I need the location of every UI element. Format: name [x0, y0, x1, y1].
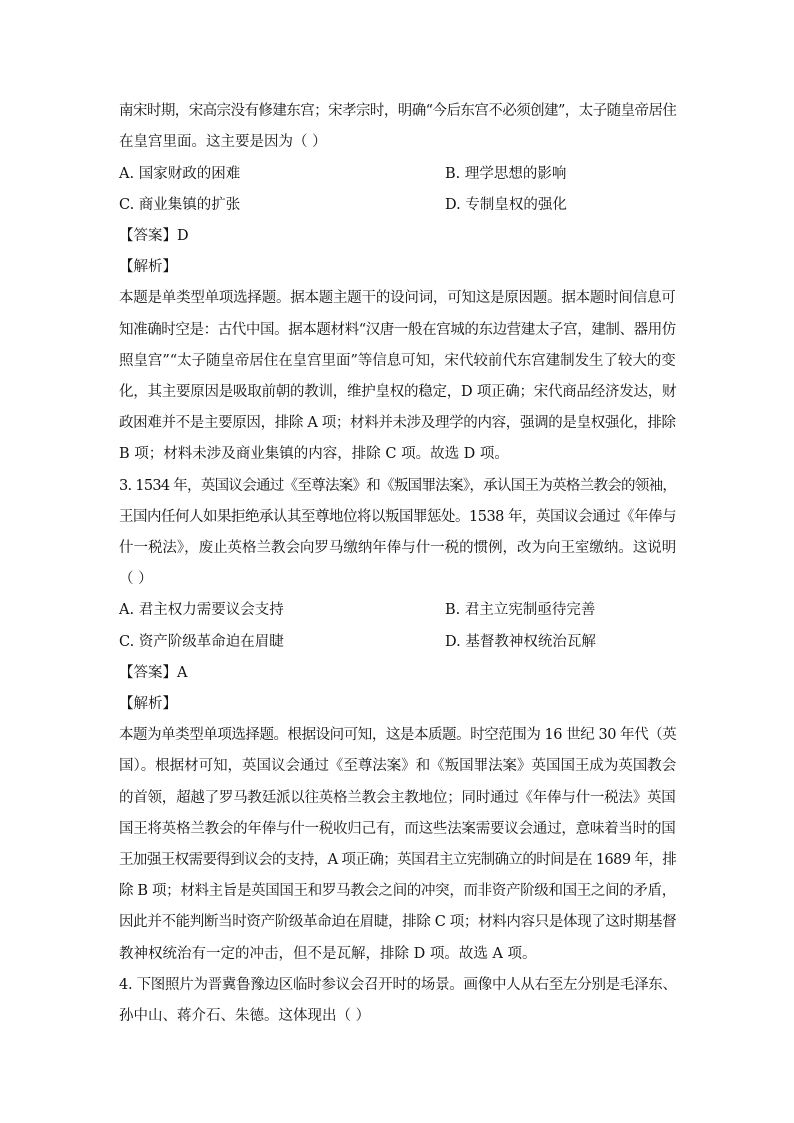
q3-analysis-line-7: 因此并不能判断当时资产阶级革命迫在眉睫，排除 C 项；材料内容只是体现了这时期基督 — [119, 914, 677, 930]
q2-analysis-line-1: 本题是单类型单项选择题。据本题主题干的设问词，可知这是原因题。据本题时间信息可 — [119, 290, 676, 306]
q2-analysis-line-3: 照皇宫”“太子随皇帝居住在皇宫里面”等信息可知，宋代较前代东宫建制发生了较大的变 — [119, 353, 676, 369]
q3-analysis-line-6: 除 B 项；材料主旨是英国国王和罗马教会之间的冲突，而非资产阶级和国王之间的矛盾， — [119, 883, 676, 899]
q2-stem-line-1: 南宋时期，宋高宗没有修建东宫；宋孝宗时，明确“今后东宫不必须创建”，太子随皇帝居住 — [119, 103, 677, 119]
q3-analysis-line-3: 的首领，超越了罗马教廷派以往英格兰教会主教地位；同时通过《年俸与什一税法》英国 — [119, 790, 676, 806]
q2-analysis-line-4: 化，其主要原因是吸取前朝的教训，维护皇权的稳定，D 项正确；宋代商品经济发达，财 — [119, 384, 677, 400]
q3-analysis-line-8: 教神权统治有一定的冲击，但不是瓦解，排除 D 项。故选 A 项。 — [119, 946, 537, 962]
q2-option-c: C. 商业集镇的扩张 — [119, 197, 241, 213]
q3-analysis-heading: 【解析】 — [119, 696, 177, 712]
q2-option-d: D. 专制皇权的强化 — [445, 197, 567, 213]
q3-stem-line-2: 王国内任何人如果拒绝承认其至尊地位将以叛国罪惩处。1538 年，英国议会通过《年俸与 — [119, 509, 677, 525]
q4-stem-line-1: 4. 下图照片为晋冀鲁豫边区临时参议会召开时的场景。画像中人从右至左分别是毛泽东、 — [119, 977, 677, 993]
q2-analysis-line-5: 政困难并不是主要原因，排除 A 项；材料并未涉及理学的内容，强调的是皇权强化，排除 — [119, 415, 676, 431]
q3-stem-line-1: 3. 1534 年，英国议会通过《至尊法案》和《叛国罪法案》，承认国王为英格兰教会的领袖， — [119, 478, 677, 494]
q3-answer: 【答案】A — [119, 665, 188, 681]
q3-analysis-line-4: 国王将英格兰教会的年俸与什一税收归己有，而这些法案需要议会通过，意味着当时的国 — [119, 821, 676, 837]
q3-stem-line-3: 什一税法》，废止英格兰教会向罗马缴纳年俸与什一税的惯例，改为向王室缴纳。这说明 — [119, 540, 677, 556]
q2-analysis-line-6: B 项；材料未涉及商业集镇的内容，排除 C 项。故选 D 项。 — [119, 446, 509, 462]
q3-option-c: C. 资产阶级革命迫在眉睫 — [119, 634, 284, 650]
q3-option-b: B. 君主立宪制亟待完善 — [445, 602, 596, 618]
q3-option-a: A. 君主权力需要议会支持 — [119, 602, 284, 618]
q3-analysis-line-2: 国）。根据材可知，英国议会通过《至尊法案》和《叛国罪法案》英国国王成为英国教会 — [119, 758, 677, 774]
q3-analysis-line-1: 本题为单类型单项选择题。根据设问可知，这是本质题。时空范围为 16 世纪 30 年代（英 — [119, 727, 677, 743]
q3-option-d: D. 基督教神权统治瓦解 — [445, 634, 596, 650]
q4-stem-line-2: 孙中山、蒋介石、朱德。这体现出（ ） — [119, 1008, 371, 1024]
q2-option-b: B. 理学思想的影响 — [445, 166, 567, 182]
q2-stem-line-2: 在皇宫里面。这主要是因为（ ） — [119, 134, 327, 150]
q2-answer: 【答案】D — [119, 228, 189, 244]
q3-analysis-line-5: 王加强王权需要得到议会的支持，A 项正确；英国君主立宪制确立的时间是在 1689 年，排 — [119, 852, 677, 868]
q3-stem-line-4: （ ） — [119, 571, 153, 587]
q2-analysis-line-2: 知准确时空是：古代中国。据本题材料“汉唐一般在宫城的东边营建太子宫，建制、器用仿 — [119, 322, 676, 338]
q2-analysis-heading: 【解析】 — [119, 259, 177, 275]
q2-option-a: A. 国家财政的困难 — [119, 166, 241, 182]
